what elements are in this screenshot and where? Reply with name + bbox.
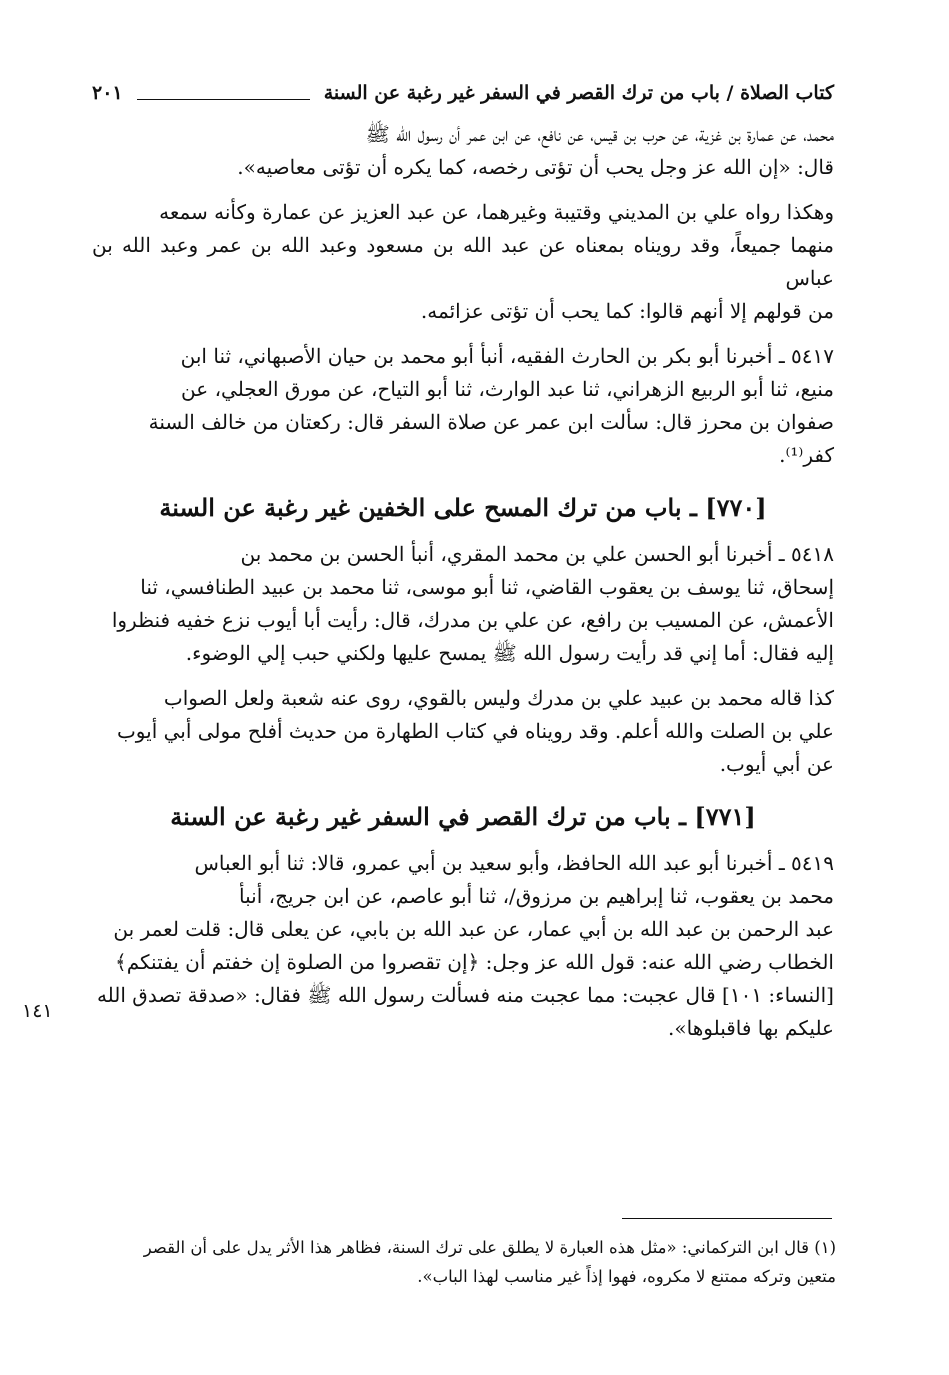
footnote-divider [622, 1218, 832, 1219]
page-body [92, 78, 834, 1045]
chapter-heading-771: [٧٧١] ـ باب من ترك القصر في السفر غير رغبة عن السنة [170, 802, 756, 831]
text-line: ٥٤١٧ ـ أخبرنا أبو بكر بن الحارث الفقيه، أنبأ أبو محمد بن حيان الأصبهاني، ثنا ابن [180, 344, 834, 368]
text-line: محمد بن يعقوب، ثنا إبراهيم بن مرزوق/، ثنا أبو عاصم، عن ابن جريج، أنبأ [239, 884, 834, 908]
text-line: من قولهم إلا أنهم قالوا: كما يحب أن تؤتى عزائمه. [420, 299, 834, 323]
margin-page-reference: ١٤١ [22, 1000, 53, 1022]
text-line: منهما جميعاً، وقد رويناه بمعناه عن عبد الله بن مسعود وعبد الله بن عمر وعبد الله بن عباس [92, 233, 834, 290]
text-line: ٥٤١٨ ـ أخبرنا أبو الحسن علي بن محمد المقري، أنبأ الحسن بن محمد بن [240, 542, 834, 566]
paragraph-2 [92, 196, 834, 328]
text-line: محمد، عن عمارة بن غزية، عن حرب بن قيس، عن نافع، عن ابن عمر أن رسول الله ﷺ [365, 122, 834, 146]
text-line: وهكذا رواه علي بن المديني وقتيبة وغيرهما، عن عبد العزيز عن عمارة وكأنه سمعه [159, 200, 834, 224]
header-rule [137, 99, 310, 100]
header-title: كتاب الصلاة / باب من ترك القصر في السفر غير رغبة عن السنة [323, 82, 834, 104]
text-line: ٥٤١٩ ـ أخبرنا أبو عبد الله الحافظ، وأبو سعيد بن أبي عمرو، قالا: ثنا أبو العباس [194, 851, 834, 875]
text-line: منيع، ثنا أبو الربيع الزهراني، ثنا عبد الوارث، ثنا أبو التياح، عن مورق العجلي، عن [181, 377, 834, 401]
footnote [102, 1233, 836, 1291]
text-line: عبد الرحمن بن عبد الله بن أبي عمار، عن عبد الله بن بابي، عن يعلى قال: قلت لعمر بن [113, 917, 834, 941]
text-line: علي بن الصلت والله أعلم. وقد رويناه في كتاب الطهارة من حديث أفلح مولى أبي أيوب [116, 719, 834, 743]
commentary-paragraph [92, 682, 834, 781]
paragraph-1 [92, 118, 834, 184]
text-line: [النساء: ١٠١] قال عجبت: مما عجبت منه فسألت رسول الله ﷺ فقال: «صدقة تصدق الله [96, 983, 834, 1007]
text-line: الأعمش، عن المسيب بن رافع، عن علي بن مدرك، قال: رأيت أبا أيوب نزع خفيه فنظروا [111, 608, 834, 632]
text-line: قال: «إن الله عز وجل يحب أن تؤتى رخصه، كما يكره أن تؤتى معاصيه». [237, 155, 834, 179]
chapter-heading-770: [٧٧٠] ـ باب من ترك المسح على الخفين غير رغبة عن السنة [159, 493, 767, 522]
text-line: إليه فقال: أما إني قد رأيت رسول الله ﷺ يمسح عليها ولكني حبب إلي الوضوء. [185, 641, 834, 665]
hadith-5419 [92, 847, 834, 1045]
text-line: عن أبي أيوب. [719, 752, 834, 776]
text-line: صفوان بن محرز قال: سألت ابن عمر عن صلاة السفر قال: ركعتان من خالف السنة [148, 410, 834, 434]
text-line: إسحاق، ثنا يوسف بن يعقوب القاضي، ثنا أبو موسى، ثنا محمد بن عبيد الطنافسي، ثنا [140, 575, 834, 599]
footnote-line: متعين وتركه ممتنع لا مكروه، فهوا إذاً غير مناسب لهذا الباب». [417, 1267, 836, 1286]
hadith-5418 [92, 538, 834, 670]
text-line: عليكم بها فاقبلوها». [668, 1016, 834, 1040]
footnote-line: (١) قال ابن التركماني: «مثل هذه العبارة لا يطلق على ترك السنة، فظاهر هذا الأثر يدل على أن القصر [143, 1238, 836, 1257]
text-line: الخطاب رضي الله عنه: قول الله عز وجل: ﴿إن تقصروا من الصلوة إن خفتم أن يفتنكم﴾ [114, 950, 834, 974]
text-line: كذا قاله محمد بن عبيد علي بن مدرك وليس بالقوي، روى عنه شعبة ولعل الصواب [163, 686, 834, 710]
running-header [92, 78, 834, 108]
hadith-5417 [92, 340, 834, 472]
page-number: ٢٠١ [92, 82, 123, 104]
text-line: كفر⁽¹⁾. [779, 443, 834, 467]
